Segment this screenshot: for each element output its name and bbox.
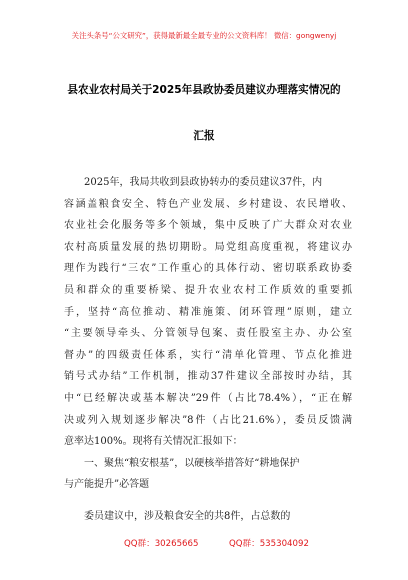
footer-qq-group-2: QQ群：535304092 [229,539,309,549]
header-note: 关注头条号“公文研究”，获得最新最全最专业的公文资料库！ 微信：gongwenyj [71,31,337,40]
section-heading-line: 与产能提升”必答题 [64,479,150,491]
paragraph-line: 员和群众的重要桥梁、提升农业农村工作质效的重要抓 [64,284,352,296]
paragraph-line: 委员建议中，涉及粮食安全的共8件，占总数的 [84,510,291,522]
section-heading-line: 一、聚焦“粮安根基”，以硬核举措答好“耕地保护 [84,457,300,469]
document-title-line-2: 汇报 [193,130,215,142]
paragraph-line: 督办”的四级责任体系，实行“清单化管理、节点化推进 [64,349,352,361]
paragraph-line: 农业社会化服务等多个领域，集中反映了广大群众对农业 [64,220,352,232]
paragraph-line: “主要领导牵头、分管领导包案、责任股室主办、办公室 [64,328,352,340]
paragraph-line: 中“已经解决或基本解决”29件（占比78.4%），“正在解 [64,392,352,404]
paragraph-line: 容涵盖粮食安全、特色产业发展、乡村建设、农民增收、 [64,198,352,210]
paragraph-line: 销号式办结”工作机制，推动37件建议全部按时办结，其 [64,371,352,383]
body-text [64,172,352,528]
paragraph-line: 农村高质量发展的热切期盼。局党组高度重视，将建议办 [64,241,352,253]
paragraph-line: 理作为践行“三农”工作重心的具体行动、密切联系政协委 [64,263,352,275]
document-title-line-1: 县农业农村局关于2025年县政协委员建议办理落实情况的 [67,84,341,96]
paragraph-line: 2025年，我局共收到县政协转办的委员建议37件，内 [84,177,323,188]
footer-qq-group-1: QQ群：30265665 [124,539,199,549]
paragraph-line: 意率达100%。现将有关情况汇报如下： [64,436,243,448]
paragraph-line: 决或列入规划逐步解决”8件（占比21.6%），委员反馈满 [64,414,352,426]
paragraph-line: 手，坚持“高位推动、精准施策、闭环管理”原则，建立 [64,306,352,318]
